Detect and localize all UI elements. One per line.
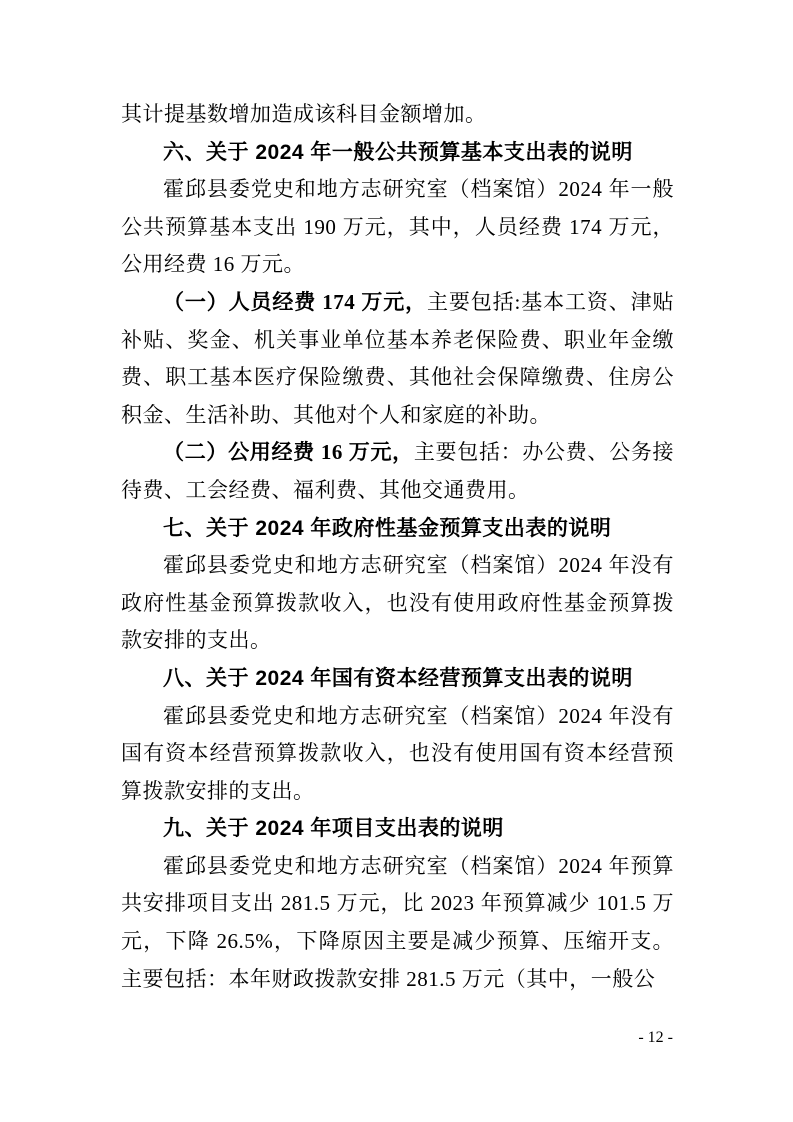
section-heading-7: 七、关于 2024 年政府性基金预算支出表的说明 (163, 516, 612, 540)
section-heading-8: 八、关于 2024 年国有资本经营预算支出表的说明 (163, 666, 633, 690)
bold-lead-public-expenses: （二）公用经费 16 万元， (163, 440, 414, 465)
paragraph-text: 主要包括:基本工资、津贴补贴、奖金、机关事业单位基本养老保险费、职业年金缴费、职工基本医疗保险缴费、其他社会保障缴费、住房公积金、生活补助、其他对个人和家庭的补助。 (121, 289, 674, 427)
paragraph-project-expenditure: 霍邱县委党史和地方志研究室（档案馆）2024 年预算共安排项目支出 281.5 万元，比 2023 年预算减少 101.5 万元，下降 26.5%，下降原因主要是减少预算、压缩开支。主要包括：本年财政拨款安排 281.5 万元（其中，一般公 (121, 853, 674, 991)
section-heading-6: 六、关于 2024 年一般公共预算基本支出表的说明 (163, 140, 633, 164)
paragraph-state-capital-budget: 霍邱县委党史和地方志研究室（档案馆）2024 年没有国有资本经营预算拨款收入，也没有使用国有资本经营预算拨款安排的支出。 (121, 703, 674, 803)
section-heading-9: 九、关于 2024 年项目支出表的说明 (163, 817, 504, 841)
paragraph-public-expenses (121, 434, 674, 509)
page-number: - 12 - (638, 1029, 673, 1046)
document-content (121, 96, 674, 998)
paragraph-basic-expenditure-summary: 霍邱县委党史和地方志研究室（档案馆）2024 年一般公共预算基本支出 190 万元，其中，人员经费 174 万元，公用经费 16 万元。 (121, 177, 674, 277)
paragraph-continuation: 其计提基数增加造成该科目金额增加。 (121, 102, 487, 126)
paragraph-personnel-expenses (121, 284, 674, 434)
bold-lead-personnel-expenses: （一）人员经费 174 万元， (163, 289, 428, 314)
paragraph-text: 主要包括：办公费、公务接待费、工会经费、福利费、其他交通费用。 (121, 440, 675, 502)
paragraph-government-fund-budget: 霍邱县委党史和地方志研究室（档案馆）2024 年没有政府性基金预算拨款收入，也没有使用政府性基金预算拨款安排的支出。 (121, 553, 674, 653)
